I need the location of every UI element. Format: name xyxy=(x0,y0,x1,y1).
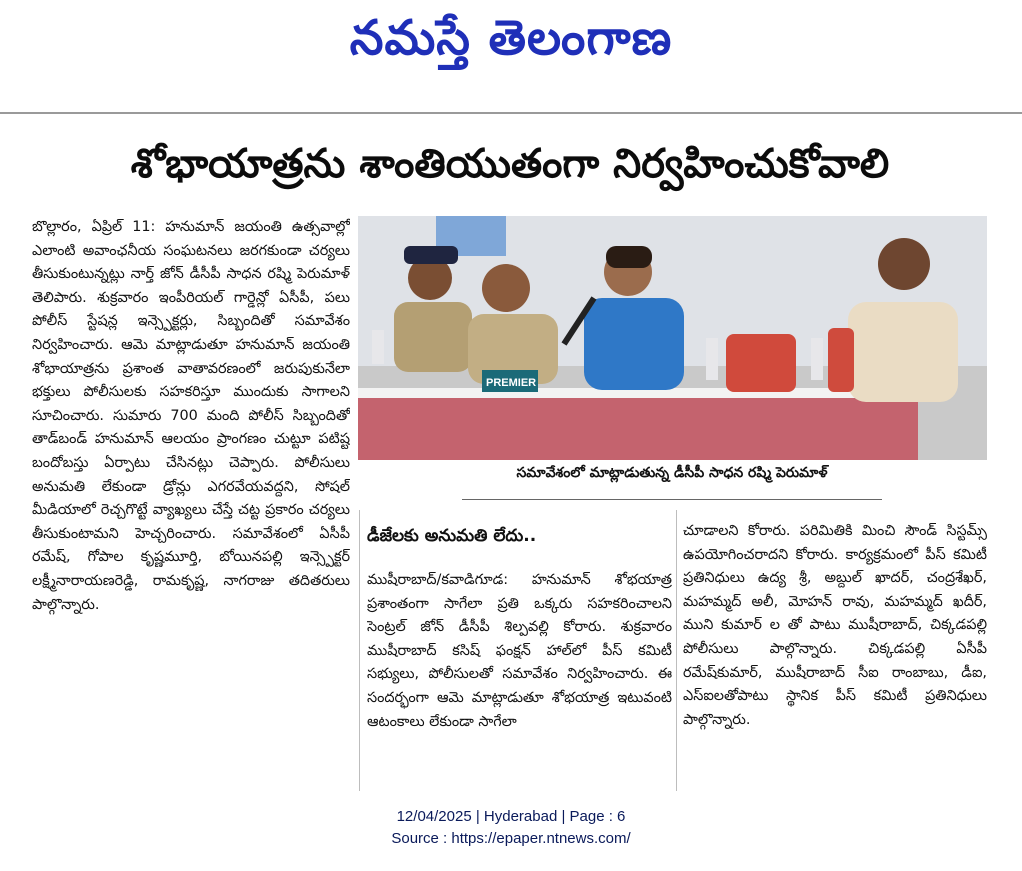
masthead xyxy=(0,0,1022,112)
article-column-left xyxy=(32,216,350,791)
masthead-divider xyxy=(0,112,1022,114)
article-headline: శోభాయాత్రను శాంతియుతంగా నిర్వహించుకోవాలి xyxy=(130,141,890,187)
column-divider xyxy=(359,510,360,791)
article-body-right: చూడాలని కోరారు. పరిమితికి మించి సౌండ్ సిస్టమ్స్ ఉపయోగించరాదని కోరారు. కార్యక్రమంలో పీస్ కమిటీ ప్రతినిధులు ఉద్య శ్రీ, అబ్దుల్ ఖాదర్, చంద్రశేఖర్, మహమ్మద్ అలీ, మోహన్ రావు, మహమ్మద్ ఖదీర్, ముని కుమార్ ల తో పాటు ముషీరాబాద్, చిక్కడపల్లి పోలీసులు పాల్గొన్నారు. చిక్కడపల్లి ఏసీపీ రమేష్‌కుమార్, ముషీరాబాద్ సీఐ రాంబాబు, డీఐ, ఎస్ఐలతోపాటు స్థానిక పీస్ కమిటీ ప్రతినిధులు పాల్గొన్నారు. xyxy=(683,523,987,728)
article-column-right xyxy=(683,520,987,791)
footer-source-link[interactable]: Source : https://epaper.ntnews.com/ xyxy=(391,830,631,847)
article-column-middle xyxy=(367,569,672,791)
page-footer xyxy=(0,806,1022,850)
caption-divider xyxy=(462,499,882,500)
meeting-photo-illustration xyxy=(358,216,987,460)
article-body-middle: ముషీరాబాద్/కవాడిగూడ: హనుమాన్ శోభయాత్ర ప్రశాంతంగా సాగేలా ప్రతి ఒక్కరు సహకరించాలని సెంట్రల్ జోన్ డీసీపీ శిల్పవల్లి కోరారు. శుక్రవారం ముషీరాబాద్ కసిష్ ఫంక్షన్ హాల్‌లో పీస్ కమిటీ సభ్యులు, పోలీసులతో సమావేశం నిర్వహించారు. ఈ సందర్భంగా ఆమె మాట్లాడుతూ శోభయాత్ర ఇటువంటి ఆటంకాలు లేకుండా సాగేలా xyxy=(367,572,672,730)
article-photo xyxy=(358,216,987,460)
footer-date-page: 12/04/2025 | Hyderabad | Page : 6 xyxy=(396,808,626,825)
photo-caption-box xyxy=(462,462,882,500)
article-body-left: బొల్లారం, ఏప్రిల్ 11: హనుమాన్ జయంతి ఉత్సవాల్లో ఎలాంటి అవాంఛనీయ సంఘటనలు జరగకుండా చర్యలు తీసుకుంటున్నట్లు నార్త్ జోన్ డీసీపీ సాధన రష్మి పెరుమాళ్ తెలిపారు. శుక్రవారం ఇంపీరియల్ గార్డెన్లో ఏసీపీ, పలు పోలీస్ స్టేషన్ల ఇన్స్పెక్టర్లు, సిబ్బందితో సమావేశం నిర్వహించారు. ఆమె మాట్లాడుతూ హనుమాన్ జయంతి శోభాయాత్రను ప్రశాంత వాతావరణంలో జరుపుకునేలా భక్తులు పోలీసులకు సహకరిస్తూ ముందుకు సాగాలని సూచించారు. సుమారు 700 మంది పోలీస్ సిబ్బందితో తాడ్‌బండ్ హనుమాన్ ఆలయం ప్రాంగణం చుట్టూ పటిష్ట బందోబస్తు ఏర్పాటు చేసినట్లు చెప్పారు. పోలీసులు అనుమతి లేకుండా డ్రోన్లు ఎగరవేయవద్దని, సోషల్ మీడియాలో రెచ్చగొట్టే వ్యాఖ్యలు చేస్తే చట్ట ప్రకారం చర్యలు తీసుకుంటామని హెచ్చరించారు. సమావేశంలో ఏసీపీ రమేష్, గోపాల కృష్ణమూర్తి, బోయినపల్లి ఇన్స్పెక్టర్ లక్ష్మీనారాయణరెడ్డి, రామకృష్ణ, నాగరాజు తదితరులు పాల్గొన్నారు. xyxy=(32,219,350,613)
article-subhead: డీజేలకు అనుమతి లేదు.. xyxy=(367,526,537,546)
photo-caption: సమావేశంలో మాట్లాడుతున్న డీసీపీ సాధన రష్మి పెరుమాళ్ xyxy=(516,465,828,481)
photo-banner-text: PREMIER xyxy=(486,377,537,389)
newspaper-logo: నమస్తే తెలంగాణ xyxy=(349,10,673,66)
column-divider xyxy=(676,510,677,791)
